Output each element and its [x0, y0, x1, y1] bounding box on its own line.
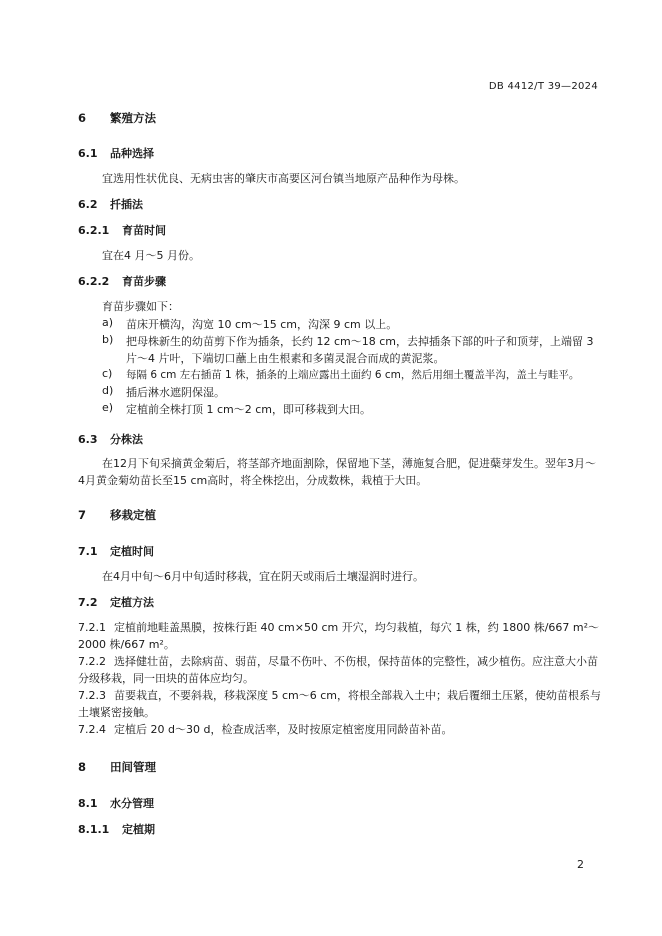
heading-7-2 [78, 594, 154, 610]
heading-title: 扦插法 [110, 198, 143, 211]
clause-text: 定植前地畦盖黑膜，按株行距 40 cm×50 cm 开穴，均匀栽植，每穴 1 株，约 1800 株/667 m²～2000 株/667 m²。 [78, 621, 600, 651]
heading-number: 6.2.1 [78, 224, 110, 237]
clause-7-2-3 [78, 687, 602, 721]
clause-number: 7.2.1 [78, 621, 106, 634]
list-marker: c) [102, 367, 113, 380]
heading-title: 品种选择 [110, 147, 154, 160]
clause-7-2-1 [78, 619, 602, 653]
heading-number: 6 [78, 111, 87, 125]
heading-8-1-1 [78, 821, 155, 837]
heading-number: 6.2 [78, 198, 98, 211]
heading-title: 定植方法 [110, 596, 154, 609]
list-marker: e) [102, 401, 114, 414]
list-text: 苗床开横沟，沟宽 10 cm～15 cm，沟深 9 cm 以上。 [126, 318, 398, 331]
paragraph-7-1: 在4月中旬～6月中旬适时移栽，宜在阴天或雨后土壤湿润时进行。 [102, 570, 424, 583]
heading-7 [78, 507, 156, 523]
heading-number: 7 [78, 508, 87, 522]
heading-6-1 [78, 145, 154, 161]
clause-number: 7.2.2 [78, 655, 106, 668]
clause-text: 选择健壮苗，去除病苗、弱苗，尽量不伤叶、不伤根，保持苗体的完整性，减少植伤。应注意大小苗分级移栽，同一田块的苗体应均匀。 [78, 655, 598, 685]
list-marker: b) [102, 333, 114, 346]
heading-title: 定植期 [122, 823, 155, 836]
heading-6-2-1 [78, 222, 166, 238]
document-code: DB 4412/T 39—2024 [488, 81, 598, 92]
paragraph-6-3: 在12月下旬采摘黄金菊后，将茎部齐地面割除，保留地下茎，薄施复合肥，促进蘖芽发生。翌年3月～4月黄金菊幼苗长至15 cm高时，将全株挖出，分成数株，栽植于大田。 [78, 457, 596, 487]
list-text: 定植前全株打顶 1 cm～2 cm，即可移栽到大田。 [126, 403, 372, 416]
heading-number: 6.2.2 [78, 275, 110, 288]
heading-number: 6.1 [78, 147, 98, 160]
heading-number: 6.3 [78, 433, 98, 446]
heading-number: 8 [78, 760, 87, 774]
heading-6 [78, 110, 156, 126]
clause-7-2-4 [78, 721, 602, 738]
list-marker: d) [102, 384, 114, 397]
clause-text: 定植后 20 d～30 d，检查成活率，及时按原定植密度用同龄苗补苗。 [114, 723, 453, 736]
clause-number: 7.2.4 [78, 723, 106, 736]
heading-8 [78, 759, 156, 775]
list-text: 把母株新生的幼苗剪下作为插条，长约 12 cm～18 cm，去掉插条下部的叶子和顶芽，上端留 3 片～4 片叶，下端切口蘸上由生根素和多菌灵混合而成的黄泥浆。 [126, 335, 594, 365]
heading-title: 定植时间 [110, 545, 154, 558]
heading-6-2 [78, 196, 143, 212]
heading-6-2-2 [78, 273, 166, 289]
clause-number: 7.2.3 [78, 689, 106, 702]
page-number: 2 [577, 858, 584, 871]
list-text: 插后淋水遮阴保湿。 [126, 386, 225, 399]
paragraph-6-2-1: 宜在4 月～5 月份。 [102, 249, 200, 262]
heading-title: 水分管理 [110, 797, 154, 810]
list-intro: 育苗步骤如下： [102, 300, 179, 313]
heading-number: 7.1 [78, 545, 98, 558]
heading-number: 8.1.1 [78, 823, 110, 836]
clause-text: 苗要栽直，不要斜栽，移栽深度 5 cm～6 cm，将根全部栽入土中；栽后覆细土压紧，使幼苗根系与土壤紧密接触。 [78, 689, 602, 719]
paragraph-6-1: 宜选用性状优良、无病虫害的肇庆市高要区河台镇当地原产品种作为母株。 [102, 172, 465, 185]
heading-title: 育苗步骤 [122, 275, 166, 288]
list-text: 每隔 6 cm 左右插苗 1 株，插条的上端应露出土面约 6 cm，然后用细土覆盖半沟，盖土与畦平。 [126, 369, 580, 381]
heading-8-1 [78, 795, 154, 811]
list-marker: a) [102, 316, 114, 329]
heading-title: 分株法 [110, 433, 143, 446]
heading-number: 8.1 [78, 797, 98, 810]
heading-title: 育苗时间 [122, 224, 166, 237]
heading-title: 移栽定植 [110, 508, 156, 522]
heading-6-3 [78, 431, 143, 447]
heading-number: 7.2 [78, 596, 98, 609]
heading-7-1 [78, 543, 154, 559]
heading-title: 田间管理 [110, 760, 156, 774]
clause-7-2-2 [78, 653, 602, 687]
heading-title: 繁殖方法 [110, 111, 156, 125]
